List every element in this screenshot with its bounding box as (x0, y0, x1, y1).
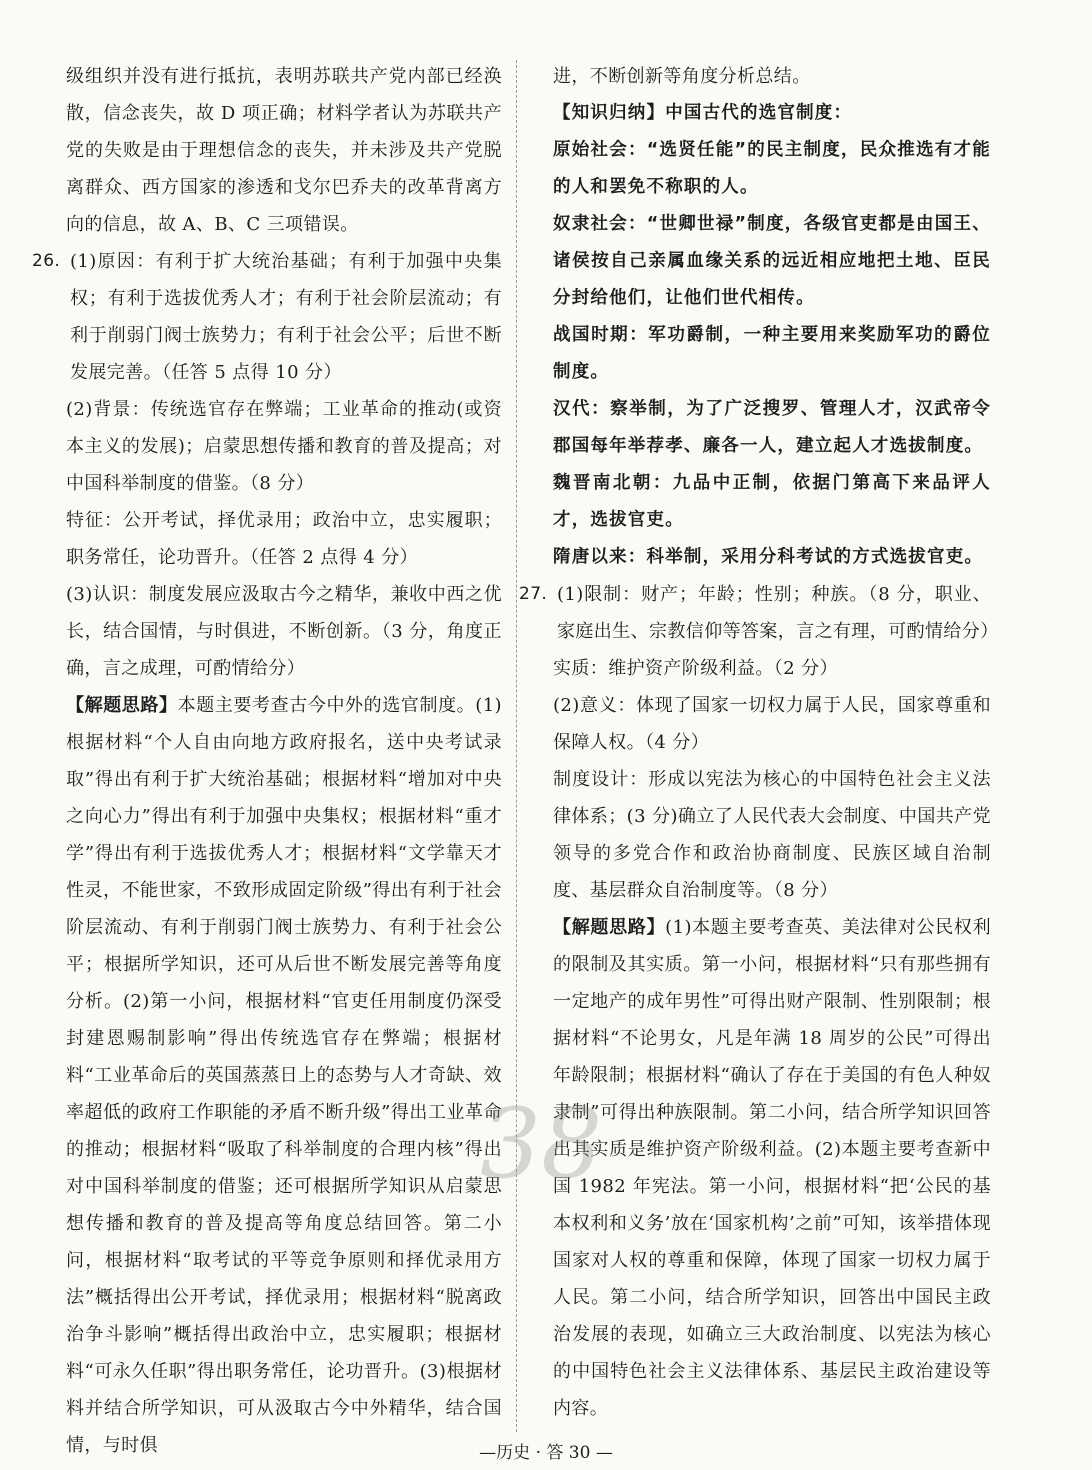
svg-text:38: 38 (480, 1088, 603, 1195)
q25-continuation: 级组织并没有进行抵抗，表明苏联共产党内部已经涣散，信念丧失，故 D 项正确；材料学者认为苏联共产党的失败是由于理想信念的丧失，并未涉及共产党脱离群众、西方国家的渗透和戈尔巴乔夫的改革背离方向的信息，故 A、B、C 三项错误。 (66, 66, 502, 235)
q26-analysis-text: 本题主要考查古今中外的选官制度。(1)根据材料“个人自由向地方政府报名，送中央考试录取”得出有利于扩大统治基础；根据材料“增加对中央之向心力”得出有利于加强中央集权；根据材料“重才学”得出有利于选拔优秀人才；根据材料“文学靠天才性灵，不能世家，不致形成固定阶级”得出有利于社会阶层流动、有利于削弱门阀士族势力、有利于社会公平；根据所学知识，还可从后世不断发展完善等角度分析。(2)第一小问，根据材料“官吏任用制度仍深受封建恩赐制影响”得出传统选官存在弊端；根据材料“工业革命后的英国蒸蒸日上的态势与人才奇缺、效率超低的政府工作职能的矛盾不断升级”得出工业革命的推动；根据材料“吸取了科举制度的合理内核”得出对中国科举制度的借鉴；还可根据所学知识从启蒙思想传播和教育的普及提高等角度总结回答。第二小问，根据材料“取考试的平等竞争原则和择优录用方法”概括得出公开考试，择优录用；根据材料“脱离政治争斗影响”概括得出政治中立，忠实履职；根据材料“可永久任职”得出职务常任，论功晋升。(3)根据材料并结合所学知识，可从汲取古今中外精华，结合国情，与时俱 (66, 695, 502, 1456)
q26-analysis (66, 687, 502, 1464)
q26-part1: (1)原因：有利于扩大统治基础；有利于加强中央集权；有利于选拔优秀人才；有利于社会阶层流动；有利于削弱门阀士族势力；有利于社会公平；后世不断发展完善。（任答 5 点得 10 分） (70, 251, 502, 383)
q27-analysis (553, 909, 991, 1427)
knowledge-title: 中国古代的选官制度： (665, 103, 853, 123)
knowledge-tag: 【知识归纳】 (553, 103, 666, 123)
q27-analysis-tag: 【解题思路】 (553, 917, 666, 938)
q27-number: 27. (519, 584, 548, 604)
knowledge-item: 隋唐以来：科举制，采用分科考试的方式选拔官吏。 (553, 547, 984, 567)
q26-number: 26. (32, 251, 61, 271)
q26-answer (32, 243, 502, 391)
q27-analysis-text: (1)本题主要考查英、美法律对公民权利的限制及其实质。第一小问，根据材料“只有那些拥有一定地产的成年男性”可得出财产限制、性别限制；根据材料“不论男女，凡是年满 18 周岁的公民”可得出年龄限制；根据材料“确认了存在于美国的有色人种奴隶制”可得出种族限制。第二小问，结合所学知识回答出其实质是维护资产阶级利益。(2)本题主要考查新中国 1982 年宪法。第一小问，根据材料“把‘公民的基本权利和义务’放在‘国家机构’之前”可知，该举措体现国家对人权的尊重和保障，体现了国家一切权力属于人民。第二小问，结合所学知识，回答出中国民主政治发展的表现，如确立三大政治制度、以宪法为核心的中国特色社会主义法律体系、基层民主政治建设等内容。 (553, 917, 991, 1419)
q26-part2-feature: 特征：公开考试，择优录用；政治中立，忠实履职；职务常任，论功晋升。（任答 2 点得 4 分） (66, 510, 502, 568)
q27-design: 制度设计：形成以宪法为核心的中国特色社会主义法律体系；(3 分)确立了人民代表大会制度、中国共产党领导的多党合作和政治协商制度、民族区域自治制度、基层群众自治制度等。（8 分） (553, 769, 991, 901)
q26-part2-background: (2)背景：传统选官存在弊端；工业革命的推动(或资本主义的发展)；启蒙思想传播和教育的普及提高；对中国科举制度的借鉴。（8 分） (66, 399, 502, 494)
knowledge-item: 奴隶社会：“世卿世禄”制度，各级官吏都是由国王、诸侯按自己亲属血缘关系的远近相应地把土地、臣民分封给他们，让他们世代相传。 (553, 214, 991, 308)
q27-answer (519, 576, 999, 650)
q26-analysis-tag: 【解题思路】 (66, 695, 178, 716)
q27-essence: 实质：维护资产阶级利益。（2 分） (553, 658, 838, 679)
q26-analysis-continued: 进，不断创新等角度分析总结。 (553, 66, 811, 87)
knowledge-item: 原始社会：“选贤任能”的民主制度，民众推选有才能的人和罢免不称职的人。 (553, 140, 991, 197)
page-footer: —历史 · 答 30 — (479, 1443, 613, 1463)
q27-part2: (2)意义：体现了国家一切权力属于人民，国家尊重和保障人权。（4 分） (553, 695, 991, 753)
q27-part1: (1)限制：财产；年龄；性别；种族。（8 分，职业、家庭出生、宗教信仰等答案，言之有理，可酌情给分） (557, 584, 999, 642)
left-column (32, 58, 502, 1464)
q26-part3: (3)认识：制度发展应汲取古今之精华，兼收中西之优长，结合国情，与时俱进，不断创新。（3 分，角度正确，言之成理，可酌情给分） (66, 584, 502, 679)
knowledge-item: 魏晋南北朝：九品中正制，依据门第高下来品评人才，选拔官吏。 (553, 473, 991, 530)
knowledge-item: 汉代：察举制，为了广泛搜罗、管理人才，汉武帝令郡国每年举荐孝、廉各一人，建立起人才选拔制度。 (553, 399, 991, 456)
column-divider (516, 60, 517, 1432)
knowledge-summary-heading (553, 95, 991, 132)
knowledge-item: 战国时期：军功爵制，一种主要用来奖励军功的爵位制度。 (553, 325, 991, 382)
